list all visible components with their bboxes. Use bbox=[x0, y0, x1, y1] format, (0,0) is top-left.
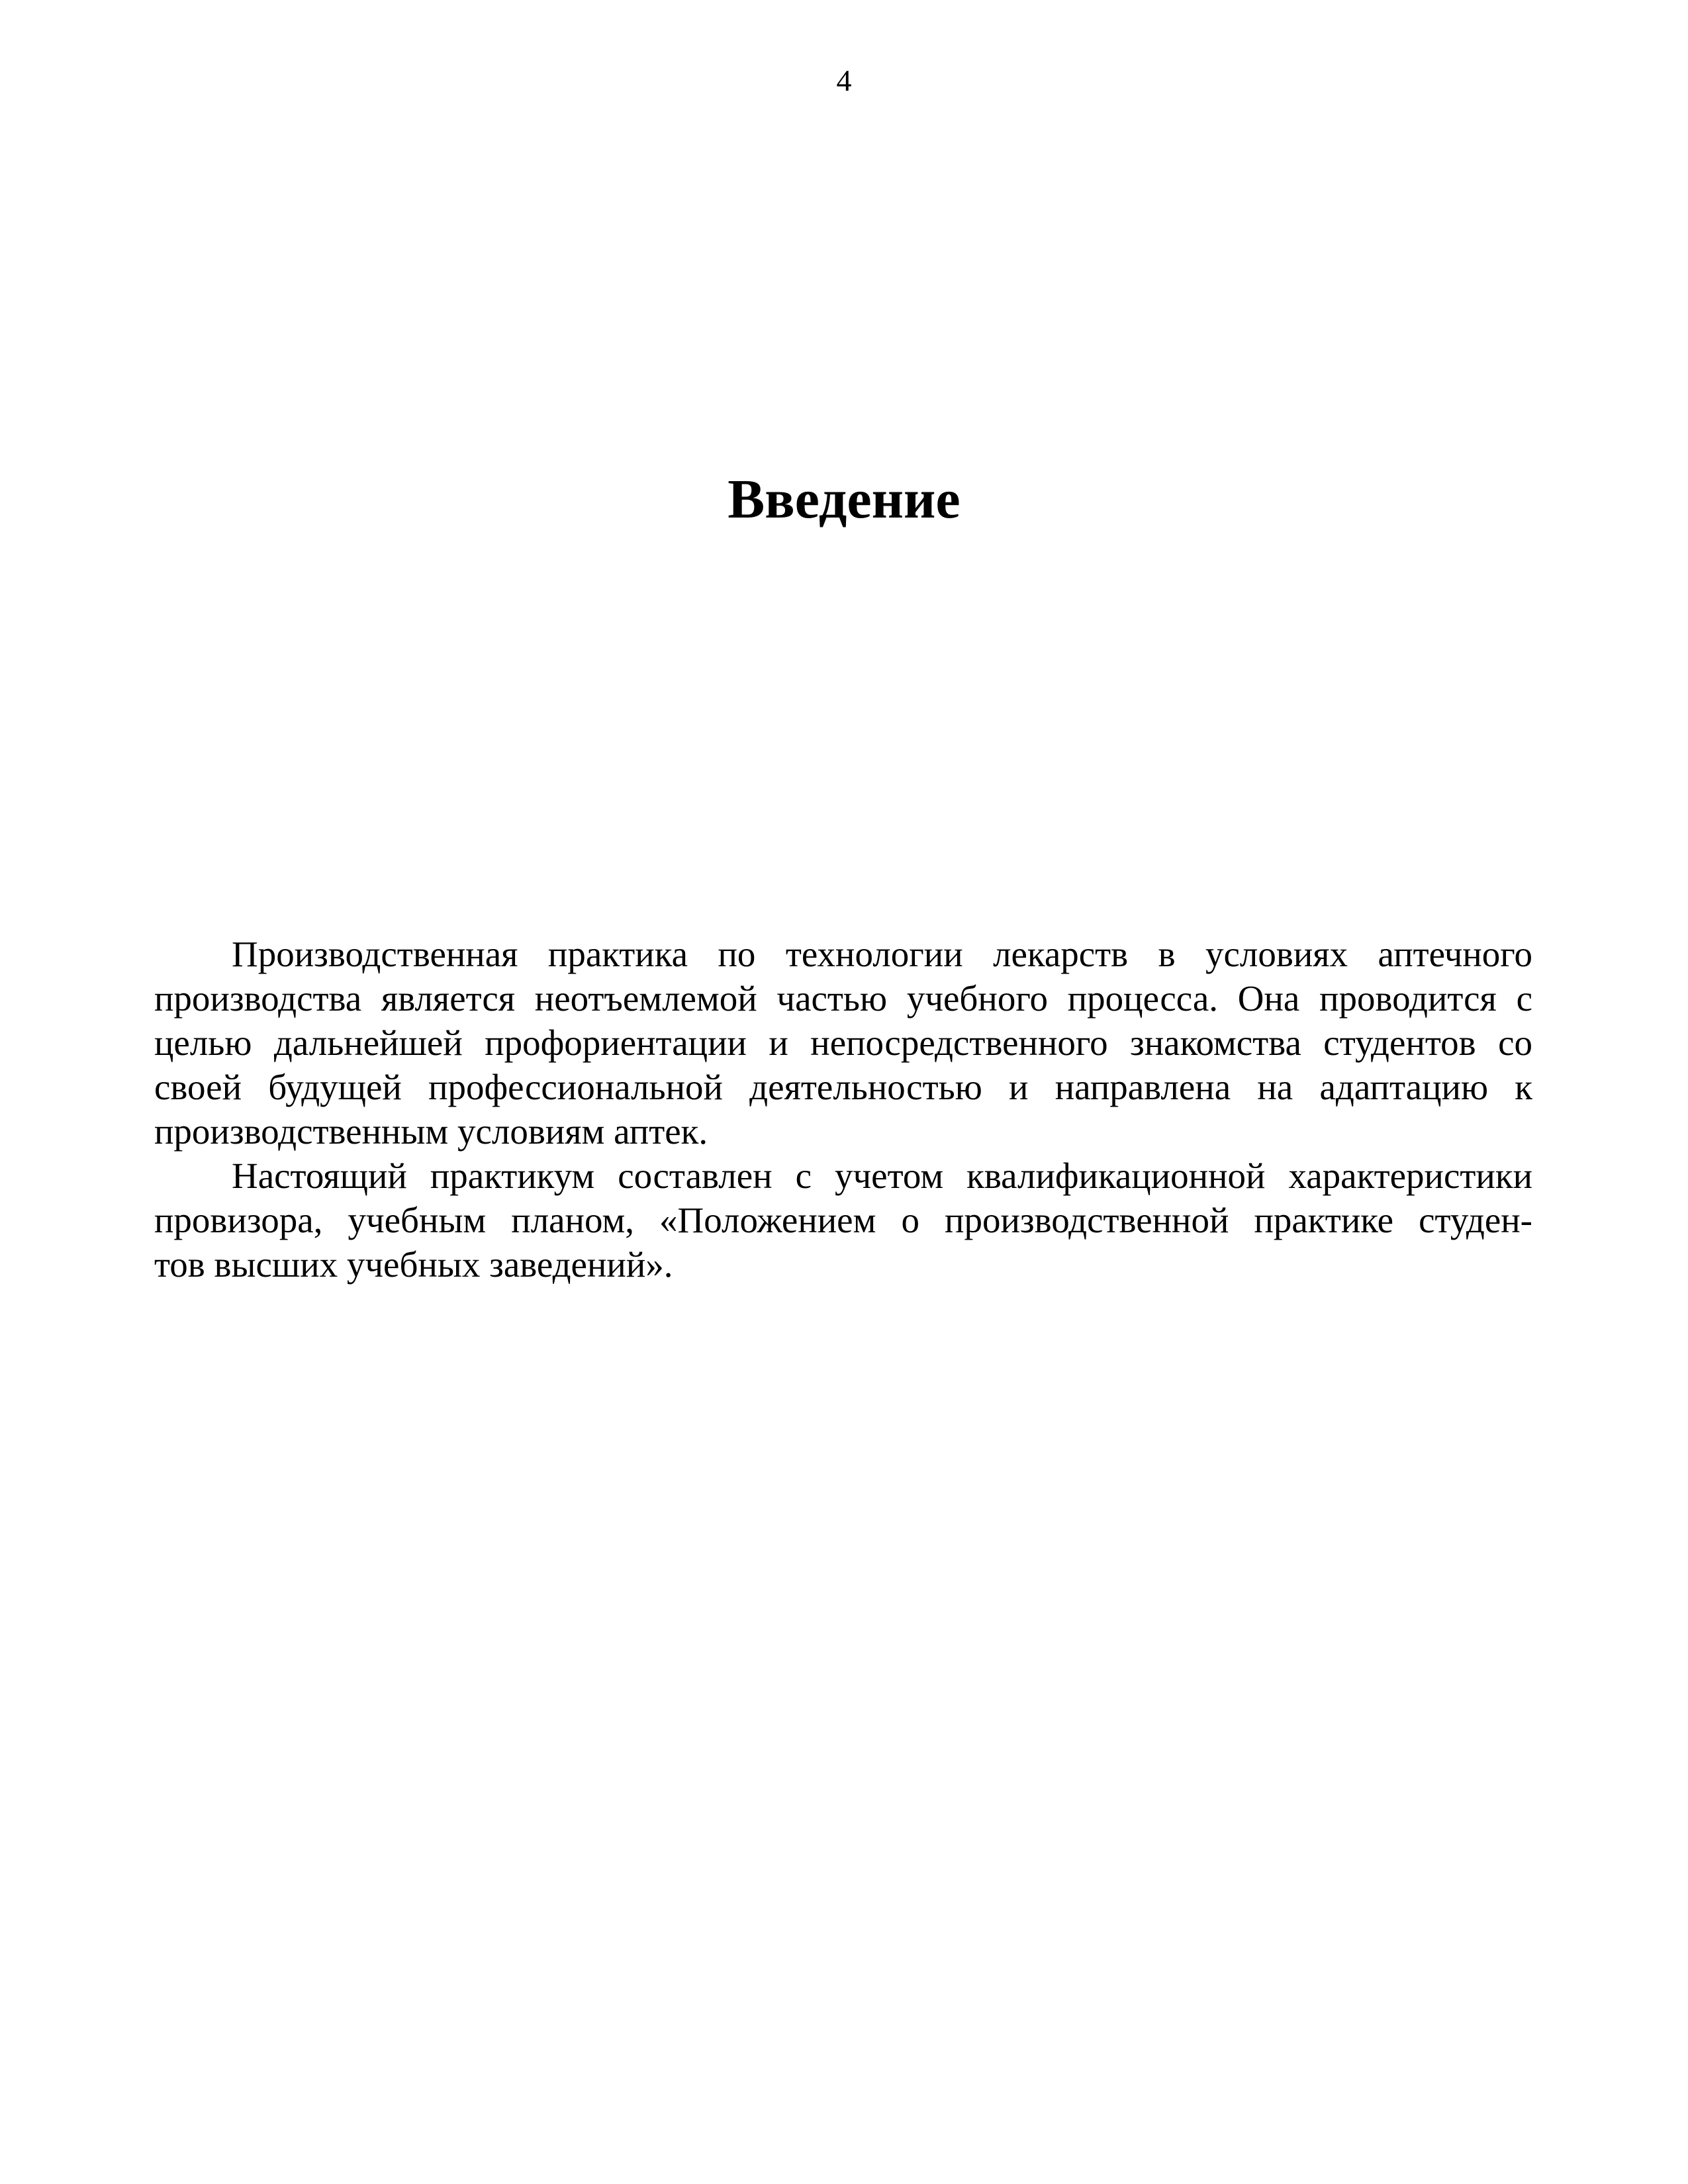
page-number: 4 bbox=[836, 64, 852, 97]
paragraph-1-line-2: производства является неотъемлемой частью учебного процесса. Она проводится с bbox=[154, 978, 1532, 1019]
section-title: Введение bbox=[727, 469, 961, 530]
paragraph-1 bbox=[154, 932, 1532, 1154]
paragraph-1-line-4: своей будущей профессиональной деятельностью и направлена на адаптацию к bbox=[154, 1067, 1532, 1107]
paragraph-1-line-1: Производственная практика по технологии лекарств в условиях аптечного bbox=[232, 934, 1532, 974]
paragraph-2-line-3: тов высших учебных заведений». bbox=[154, 1244, 673, 1285]
paragraph-2-line-1: Настоящий практикум составлен с учетом квалификационной характеристики bbox=[232, 1156, 1532, 1196]
paragraph-1-line-5: производственным условиям аптек. bbox=[154, 1111, 708, 1152]
paragraph-1-line-3: целью дальнейшей профориентации и непосредственного знакомства студентов со bbox=[154, 1023, 1532, 1063]
paragraph-2-line-2: провизора, учебным планом, «Положением о производственной практике студен- bbox=[154, 1200, 1532, 1240]
body-text bbox=[154, 932, 1532, 1287]
paragraph-2 bbox=[154, 1154, 1532, 1287]
